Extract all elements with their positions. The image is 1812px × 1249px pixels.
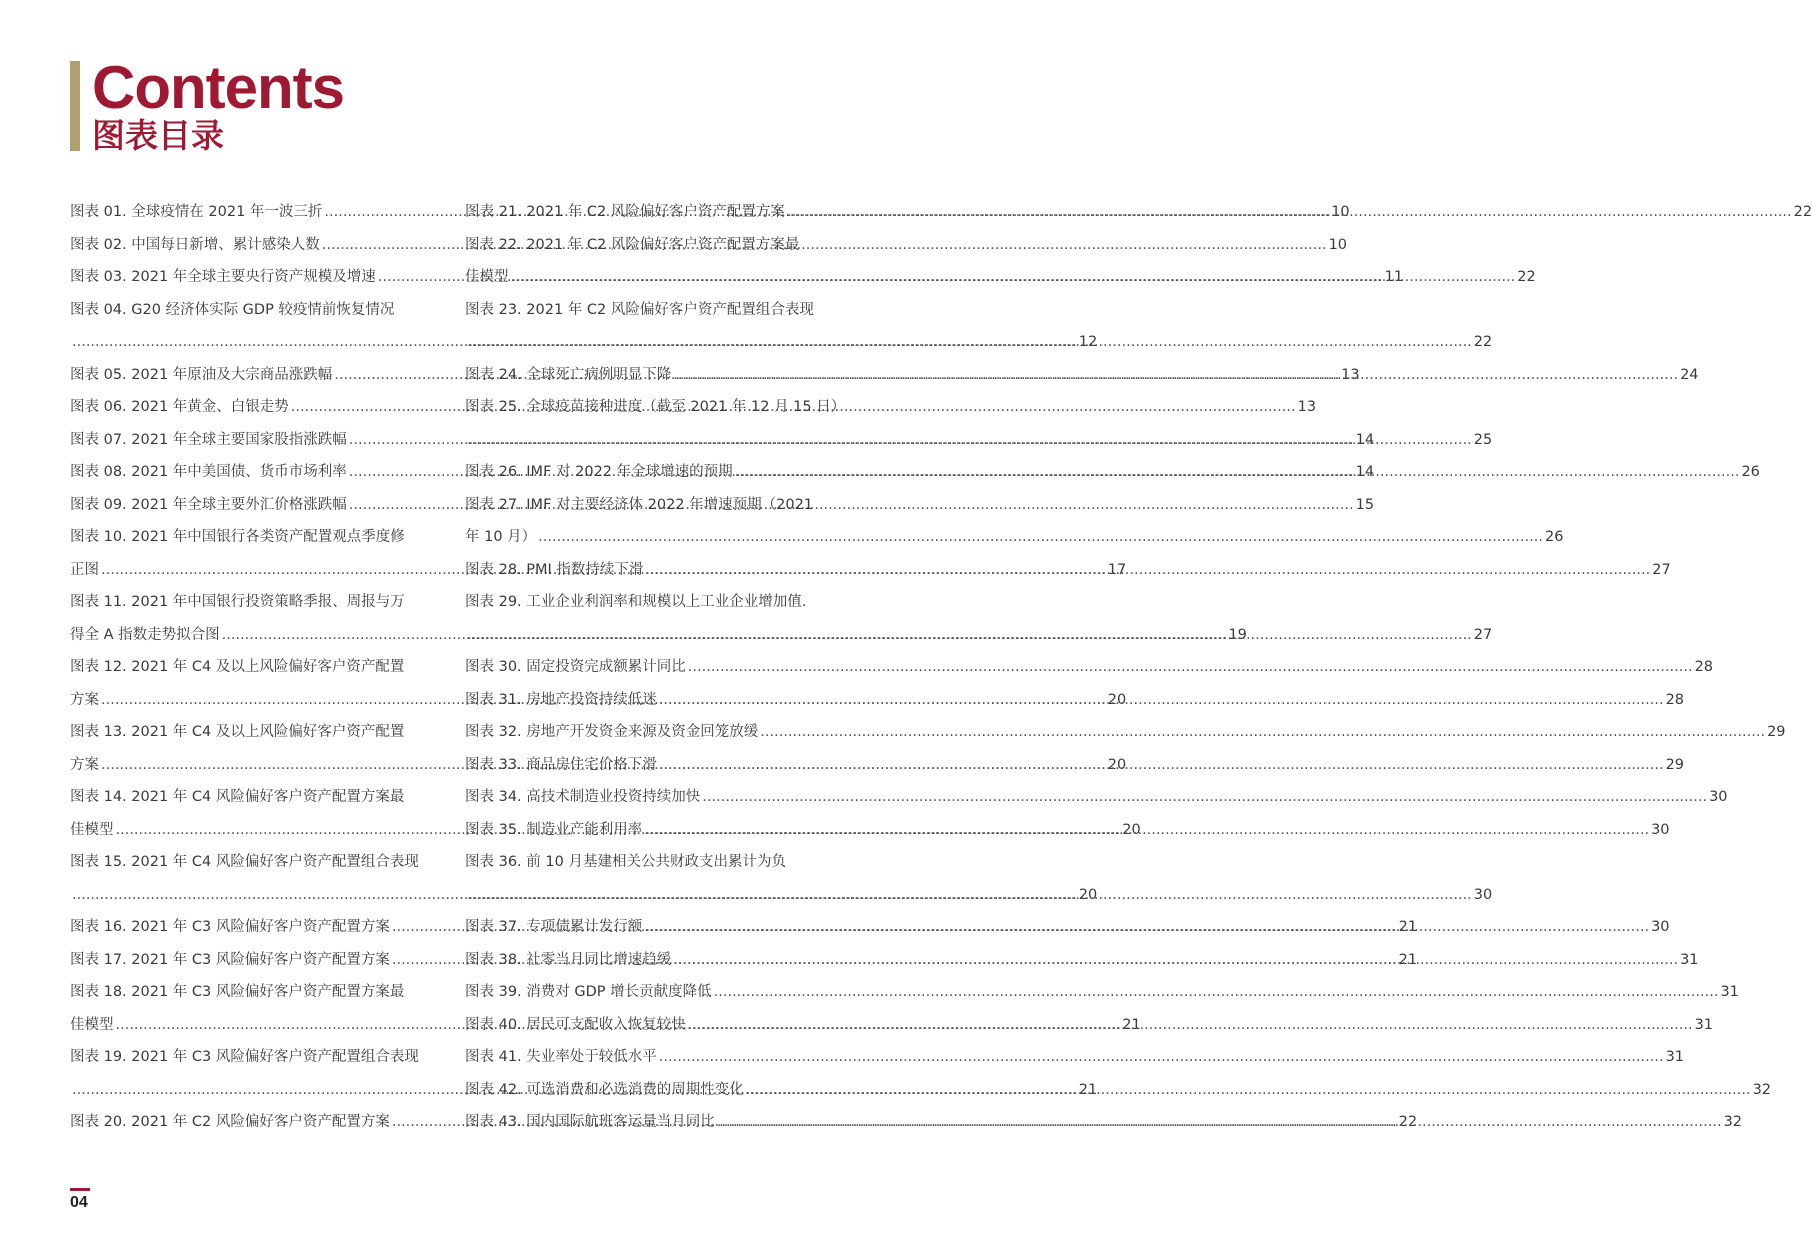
- toc-page-number: 27: [1652, 561, 1671, 578]
- toc-page-number: 29: [1767, 724, 1786, 740]
- toc-dot-leader: [717, 1106, 1722, 1139]
- toc-entry[interactable]: [465, 781, 1728, 814]
- toc-page-number: 31: [1665, 1049, 1685, 1065]
- toc-page-number: 20: [1078, 886, 1098, 903]
- toc-page-number: 22: [1793, 204, 1812, 220]
- toc-page-number: 30: [1651, 821, 1670, 838]
- toc-page-number: 30: [1709, 789, 1728, 805]
- toc-dot-leader: [467, 619, 1472, 652]
- toc-dot-leader: [659, 1041, 1664, 1074]
- toc-entry-line: [70, 1041, 420, 1074]
- toc-dot-leader: [760, 716, 1765, 749]
- toc-page-number: 29: [1665, 756, 1685, 773]
- toc-entry-title: 图表 05. 2021 年原油及大宗商品涨跌幅: [70, 366, 333, 383]
- toc-page-number: 21: [1078, 1081, 1098, 1098]
- toc-entry-title: 图表 40. 居民可支配收入恢复较快: [465, 1016, 686, 1033]
- toc-entry-line: [465, 716, 1786, 749]
- toc-page-number: 14: [1355, 431, 1375, 448]
- toc-entry-line: [70, 326, 1098, 359]
- toc-entry-title: 图表 32. 房地产开发资金来源及资金回笼放缓: [465, 724, 759, 740]
- toc-page-number: 26: [1544, 529, 1564, 545]
- toc-page-number: 27: [1473, 626, 1493, 643]
- toc-entry-title: 图表 15. 2021 年 C4 风险偏好客户资产配置组合表现: [70, 854, 419, 870]
- footer-page-number: 04: [70, 1194, 88, 1211]
- toc-entry-line: [70, 879, 1098, 912]
- toc-dot-leader: [735, 456, 1740, 489]
- toc-entry-title: 图表 14. 2021 年 C4 风险偏好客户资产配置方案最: [70, 789, 405, 805]
- toc-page-number: 30: [1651, 919, 1670, 935]
- toc-entry-line: [70, 846, 420, 879]
- toc-entry-title: 图表 07. 2021 年全球主要国家股指涨跌幅: [70, 431, 347, 448]
- toc-page-number: 20: [1107, 756, 1127, 773]
- toc-entry-title: 图表 35. 制造业产能利用率: [465, 821, 643, 838]
- toc-page-number: 13: [1297, 399, 1317, 415]
- toc-entry-title: 佳模型: [465, 269, 509, 285]
- toc-entry-line: [70, 651, 420, 684]
- toc-entry-title: 图表 03. 2021 年全球主要央行资产规模及增速: [70, 269, 376, 285]
- toc-entry-title: 图表 39. 消费对 GDP 增长贡献度降低: [465, 984, 712, 1000]
- toc-page-number: 20: [1107, 691, 1127, 708]
- toc-page-number: 32: [1752, 1081, 1772, 1098]
- toc-dot-leader: [467, 879, 1472, 912]
- toc-entry-title: 图表 21. 2021 年 C2 风险偏好客户资产配置方案: [465, 204, 785, 220]
- toc-entry-title: 图表 08. 2021 年中美国债、货币市场利率: [70, 464, 347, 480]
- toc-entry[interactable]: [465, 651, 1714, 684]
- toc-page-number: 10: [1331, 204, 1350, 220]
- toc-entry-title: 图表 27. IMF 对主要经济体 2022 年增速预期（2021: [465, 496, 814, 513]
- toc-page-number: 13: [1341, 366, 1360, 383]
- toc-entry-title: 图表 01. 全球疫情在 2021 年一波三折: [70, 204, 323, 220]
- page-title-english: Contents: [92, 54, 344, 121]
- toc-entry-line: [70, 976, 420, 1009]
- toc-page-number: 31: [1720, 984, 1739, 1000]
- toc-entry-title: 图表 17. 2021 年 C3 风险偏好客户资产配置方案: [70, 951, 390, 968]
- toc-page-number: 22: [1473, 334, 1493, 350]
- toc-page-number: 21: [1398, 951, 1418, 968]
- toc-entry[interactable]: [70, 424, 1375, 457]
- toc-entry-line: [70, 424, 1375, 457]
- toc-dot-leader: [659, 684, 1664, 717]
- toc-dot-leader: [467, 424, 1472, 457]
- toc-entry-title: 佳模型: [70, 1016, 114, 1033]
- toc-page-number: 15: [1355, 496, 1375, 513]
- toc-entry-title: 图表 12. 2021 年 C4 及以上风险偏好客户资产配置: [70, 659, 405, 675]
- toc-entry-line: [465, 294, 815, 327]
- footer-accent-line: [70, 1188, 90, 1191]
- toc-page-number: 32: [1723, 1114, 1743, 1130]
- toc-entry-title: 图表 33. 商品房住宅价格下滑: [465, 756, 657, 773]
- toc-dot-leader: [787, 196, 1792, 229]
- toc-page-number: 22: [1398, 1114, 1418, 1130]
- toc-page-number: 31: [1694, 1016, 1714, 1033]
- toc-dot-leader: [644, 911, 1649, 944]
- toc-entry-title: 图表 23. 2021 年 C2 风险偏好客户资产配置组合表现: [465, 301, 814, 318]
- toc-entry-title: 图表 19. 2021 年 C3 风险偏好客户资产配置组合表现: [70, 1049, 419, 1065]
- toc-entry[interactable]: [465, 976, 1739, 1009]
- toc-dot-leader: [467, 326, 1472, 359]
- toc-entry-line: [70, 781, 420, 814]
- toc-dot-leader: [511, 261, 1516, 294]
- toc-dot-leader: [673, 944, 1678, 977]
- toc-entry-title: 图表 34. 高技术制造业投资持续加快: [465, 789, 701, 805]
- toc-entry-line: [70, 619, 1247, 652]
- page-title-chinese: 图表目录: [92, 116, 224, 155]
- toc-dot-leader: [746, 1074, 1751, 1107]
- toc-entry-title: 图表 36. 前 10 月基建相关公共财政支出累计为负: [465, 854, 786, 870]
- toc-entry-title: 佳模型: [70, 821, 114, 838]
- toc-entry-title: 图表 41. 失业率处于较低水平: [465, 1049, 657, 1065]
- toc-page-number: 10: [1328, 236, 1348, 253]
- title-accent-bar: [70, 61, 80, 151]
- toc-entry-line: [465, 976, 1739, 1009]
- toc-dot-leader: [644, 814, 1649, 847]
- toc-entry-title: 图表 11. 2021 年中国银行投资策略季报、周报与万: [70, 594, 405, 610]
- toc-entry-title: 图表 04. G20 经济体实际 GDP 较疫情前恢复情况: [70, 301, 395, 318]
- toc-entry-title: 图表 13. 2021 年 C4 及以上风险偏好客户资产配置: [70, 724, 405, 740]
- toc-entry-title: 图表 25. 全球疫苗接种进度（截至 2021 年 12 月 15 日）: [465, 399, 846, 415]
- toc-entry-title: 图表 09. 2021 年全球主要外汇价格涨跌幅: [70, 496, 347, 513]
- toc-entry-title: 图表 37. 专项债累计发行额: [465, 919, 643, 935]
- toc-entry-line: [465, 651, 1714, 684]
- toc-page-number: 17: [1107, 561, 1127, 578]
- toc-entry-line: [70, 521, 420, 554]
- toc-entry-title: 图表 43. 国内国际航班客运量当月同比: [465, 1114, 715, 1130]
- toc-entry-line: [465, 521, 1564, 554]
- toc-entry-line: [465, 846, 815, 879]
- toc-entry-title: 图表 24. 全球死亡病例明显下降: [465, 366, 672, 383]
- toc-entry[interactable]: [465, 1041, 1685, 1074]
- toc-page-number: 28: [1694, 659, 1714, 675]
- toc-entry-title: 图表 30. 固定投资完成额累计同比: [465, 659, 686, 675]
- toc-entry-line: [70, 716, 420, 749]
- toc-entry-title: 图表 31. 房地产投资持续低迷: [465, 691, 657, 708]
- toc-entry-title: 得全 A 指数走势拟合图: [70, 626, 220, 643]
- toc-page-number: 11: [1384, 269, 1404, 285]
- toc-entry-title: 图表 42. 可选消费和必选消费的周期性变化: [465, 1081, 744, 1098]
- toc-page-number: 28: [1665, 691, 1685, 708]
- toc-entry-title: 图表 10. 2021 年中国银行各类资产配置观点季度修: [70, 529, 405, 545]
- toc-entry-line: [465, 229, 815, 262]
- toc-page-number: 21: [1398, 919, 1418, 935]
- toc-dot-leader: [702, 781, 1707, 814]
- toc-entry-title: 方案: [70, 756, 99, 773]
- toc-entry-title: 图表 18. 2021 年 C3 风险偏好客户资产配置方案最: [70, 984, 405, 1000]
- toc-dot-leader: [645, 554, 1650, 587]
- toc-page-number: 30: [1473, 886, 1493, 903]
- toc-dot-leader: [659, 749, 1664, 782]
- toc-entry-title: 图表 20. 2021 年 C2 风险偏好客户资产配置方案: [70, 1114, 390, 1130]
- toc-page-number: 14: [1355, 464, 1375, 480]
- toc-dot-leader: [688, 651, 1693, 684]
- toc-page-number: 24: [1680, 366, 1699, 383]
- toc-dot-leader: [688, 1009, 1693, 1042]
- toc-entry-line: [465, 391, 846, 424]
- toc-page-number: 19: [1228, 626, 1247, 643]
- toc-entry-title: 图表 22. 2021 年 C2 风险偏好客户资产配置方案最: [465, 236, 800, 253]
- toc-entry-title: 方案: [70, 691, 99, 708]
- toc-entry-title: 正图: [70, 561, 99, 578]
- toc-entry-line: [465, 489, 815, 522]
- toc-entry-title: 图表 16. 2021 年 C3 风险偏好客户资产配置方案: [70, 919, 390, 935]
- toc-entry-title: 图表 26. IMF 对 2022 年全球增速的预期: [465, 464, 733, 480]
- toc-page-number: 20: [1122, 821, 1141, 838]
- toc-page-number: 22: [1517, 269, 1536, 285]
- toc-entry-title: 图表 38. 社零当月同比增速趋缓: [465, 951, 672, 968]
- toc-page-number: 31: [1680, 951, 1699, 968]
- toc-entry-line: [465, 586, 815, 619]
- toc-entry-title: 图表 29. 工业企业利润率和规模以上工业企业增加值.: [465, 594, 807, 610]
- toc-entry-line: [70, 294, 420, 327]
- toc-entry-title: 年 10 月）: [465, 529, 537, 545]
- toc-dot-leader: [714, 976, 1719, 1009]
- toc-dot-leader: [538, 521, 1543, 554]
- toc-entry-title: 图表 02. 中国每日新增、累计感染人数: [70, 236, 320, 253]
- toc-entry-title: 图表 28. PMI 指数持续下滑: [465, 561, 644, 578]
- toc-entry-line: [465, 781, 1728, 814]
- toc-entry-line: [465, 1041, 1685, 1074]
- toc-page-number: 25: [1473, 431, 1493, 448]
- toc-entry-line: [70, 586, 420, 619]
- toc-page-number: 12: [1078, 334, 1098, 350]
- toc-page-number: 26: [1741, 464, 1760, 480]
- toc-dot-leader: [673, 359, 1678, 392]
- toc-page-number: 21: [1122, 1016, 1141, 1033]
- toc-entry-title: 图表 06. 2021 年黄金、白银走势: [70, 399, 289, 415]
- toc-entry[interactable]: [465, 716, 1786, 749]
